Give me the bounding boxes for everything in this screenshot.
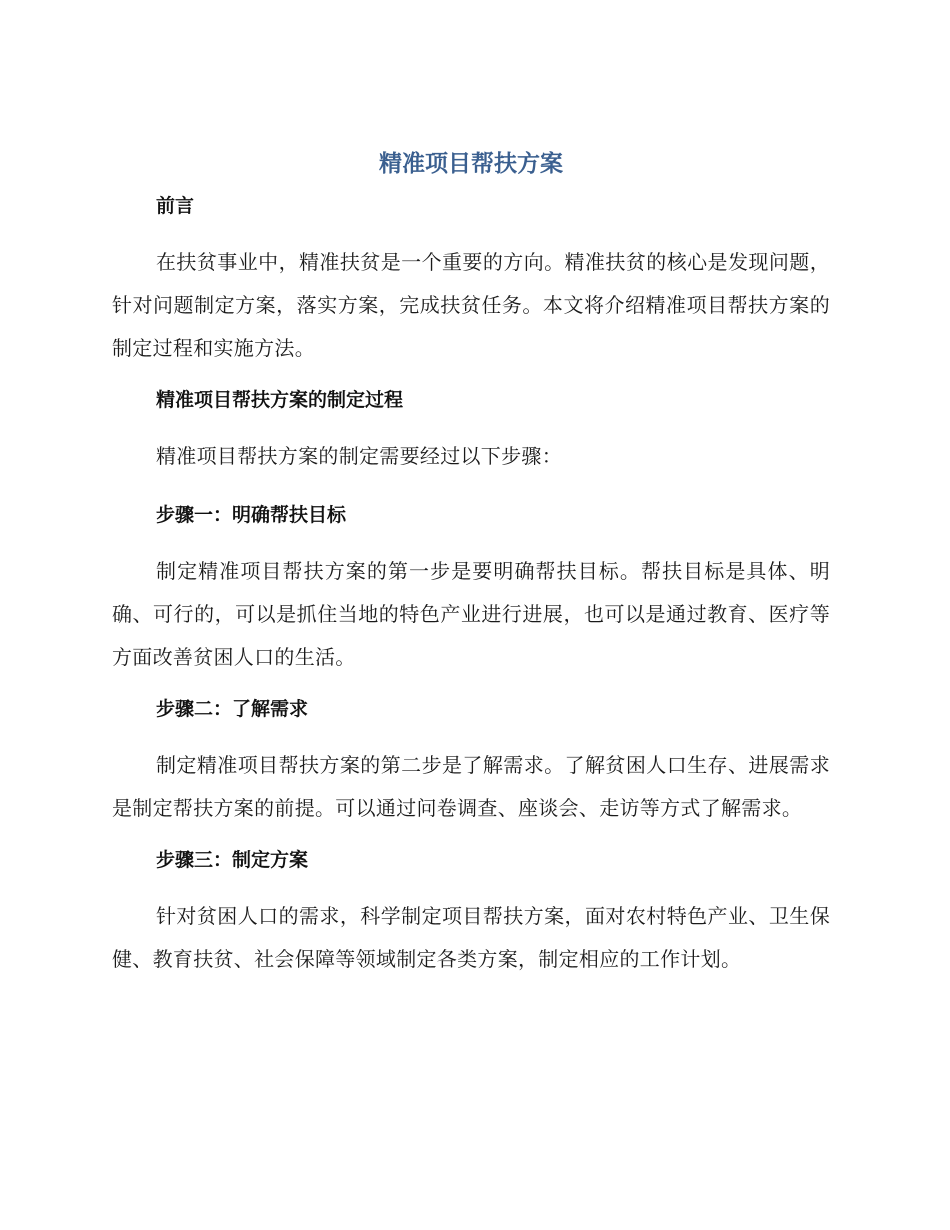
section-paragraph-process: 精准项目帮扶方案的制定需要经过以下步骤：	[156, 444, 562, 468]
section-heading-step-two: 步骤二：了解需求	[156, 698, 309, 720]
section-heading-preface: 前言	[156, 195, 195, 217]
section-paragraph-step-three: 针对贫困人口的需求，科学制定项目帮扶方案，面对农村特色产业、卫生保健、教育扶贫、社会保障等领域制定各类方案，制定相应的工作计划。	[112, 904, 830, 971]
document-title: 精准项目帮扶方案	[379, 151, 563, 177]
section-paragraph-preface: 在扶贫事业中，精准扶贫是一个重要的方向。精准扶贫的核心是发现问题，针对问题制定方案，落实方案，完成扶贫任务。本文将介绍精准项目帮扶方案的制定过程和实施方法。	[112, 250, 830, 360]
section-heading-step-one: 步骤一：明确帮扶目标	[156, 504, 347, 526]
section-paragraph-step-one: 制定精准项目帮扶方案的第一步是要明确帮扶目标。帮扶目标是具体、明确、可行的，可以是抓住当地的特色产业进行进展，也可以是通过教育、医疗等方面改善贫困人口的生活。	[112, 559, 830, 669]
section-heading-process: 精准项目帮扶方案的制定过程	[156, 389, 404, 411]
section-heading-step-three: 步骤三：制定方案	[156, 849, 309, 871]
section-paragraph-step-two: 制定精准项目帮扶方案的第二步是了解需求。了解贫困人口生存、进展需求是制定帮扶方案的前提。可以通过问卷调查、座谈会、走访等方式了解需求。	[112, 753, 830, 820]
document-body	[112, 148, 830, 997]
